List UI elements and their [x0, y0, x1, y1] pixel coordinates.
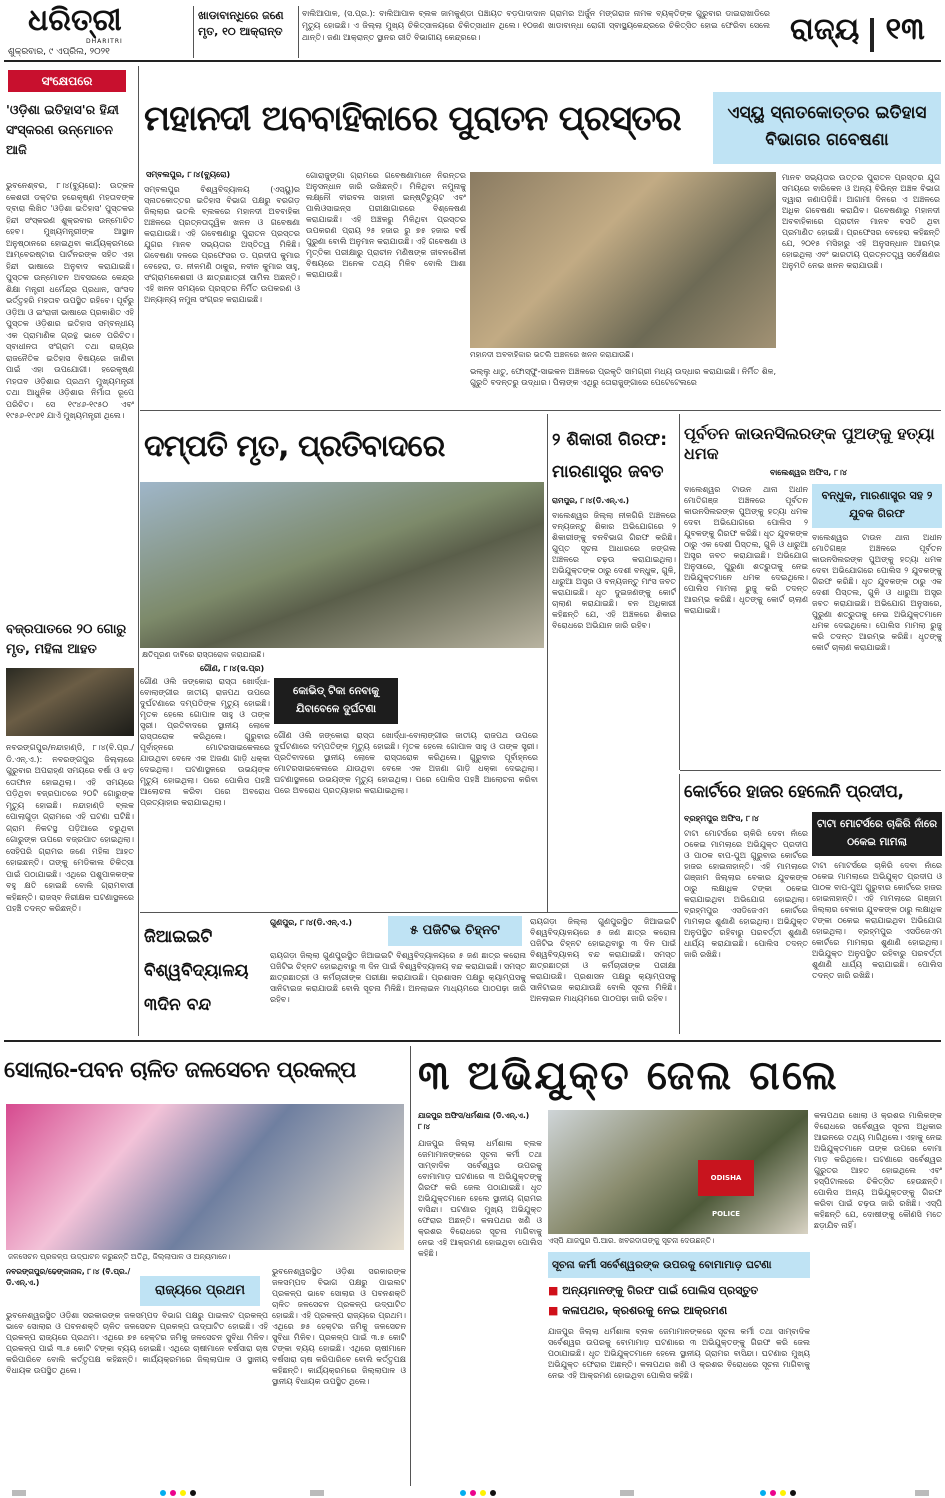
jail-bullet1: ■ ଅନ୍ୟମାନଙ୍କୁ ଗିରଫ ପାଇଁ ପୋଲିସ ପ୍ରସ୍ତୁତ: [548, 1284, 759, 1297]
threat-body: ବାଲେଶ୍ୱର ଟାଉନ ଥାନା ଅଧୀନ ମୋତିଗଞ୍ଜ ଅଞ୍ଚଳରେ ପୂର୍ବତନ କାଉନସିଲରଙ୍କ ପୁଅଙ୍କୁ ହତ୍ୟା ଧମକ ଦେବା ଅଭିଯୋଗରେ ପୋଲିସ ୨ ଯୁବକଙ୍କୁ ଗିରଫ କରିଛି। ଧୃତ ଯୁବକଙ୍କ ଠାରୁ ଏକ ଦେଶୀ ପିସ୍ତଲ, ଗୁଳି ଓ ଧାରୁଆ ଅସ୍ତ୍ର ଜବତ କରାଯାଇଛି। ଅଭିଯୋଗ ଅନୁସାରେ, ପୁରୁଣା ଶତ୍ରୁତାକୁ ନେଇ ଅଭିଯୁକ୍ତମାନେ ଧମକ ଦେଇଥିଲେ। ପୋଲିସ ମାମଲା ରୁଜୁ କରି ତଦନ୍ତ ଆରମ୍ଭ କରିଛି। ଧୃତଙ୍କୁ କୋର୍ଟ ଚାଲାଣ କରାଯାଇଛି।: [684, 485, 808, 615]
teaser-text: ବାଲିଆପାଳ, (ସ.ପ୍ର.): ବାଲିଆପାଳ ବ୍ଲକ ଜାମକୁଣ୍ଡା ପଞ୍ଚାୟତ ବଡ଼ପାଦାଦାନ ଗ୍ରାମର ଅର୍ଜୁନ ମଙ୍ଗରାଜ ନାମକ ବ୍ୟକ୍ତିଙ୍କ ଗୁରୁବାର ଡାଇରାଖାଡିରେ ମୃତ୍ୟୁ ହୋଇଛି। ଏ ଜିଲ୍ଲା ମୁଖ୍ୟ ଚିକିତ୍ସାଳୟରେ ଚିକିତ୍ସାଧୀନ ଥିଲେ। ୧୦ଜଣ ଖାଡାବାନ୍ଧା ରୋଗୀ ସ୍ବାସ୍ଥ୍ୟକେନ୍ଦ୍ରରେ ଚିକିତ୍ସିତ ହୋଇ ଫେରିବା ସେଲେ ଥାନ୍ତି। ଜଣା ଆକ୍ରାନ୍ତ ସ୍ଥାନର ରୀତି ବିଭାଗୀୟ କେନ୍ଦ୍ରରେ।: [302, 9, 770, 42]
police-sign: ODISHA POLICE: [698, 1160, 754, 1196]
iit-subbox: ୫ ପଜିଟିଭ ଚିହ୍ନଟ: [388, 916, 522, 946]
lead-headline: ମହାନଦୀ ଅବବାହିକାରେ ପୁରାତନ ପ୍ରସ୍ତର: [144, 99, 681, 139]
police-photo-caption: ଏସ୍‌ପି ଯାଜପୁର ପି.ଆର. ଖବରଦାତାଙ୍କୁ ସୂଚନା ଦେଉଛନ୍ତି।: [548, 1236, 715, 1245]
hunters-body: ବାଲେଶ୍ୱର ଜିଲ୍ଲା ନୀଳଗିରି ଅଞ୍ଚଳରେ ବନ୍ୟଜନ୍ତୁ ଶିକାର ଅଭିଯୋଗରେ ୨ ଶିକାରୀଙ୍କୁ ବନବିଭାଗ ଗିରଫ କରିଛି। ଗୁପ୍ତ ସୂଚନା ଆଧାରରେ ଜଙ୍ଗଲ ଅଞ୍ଚଳରେ ଚଢ଼ଉ କରାଯାଇଥିଲା। ଅଭିଯୁକ୍ତଙ୍କ ଠାରୁ ଦେଶୀ ବନ୍ଧୁକ, ଗୁଳି, ଧାରୁଆ ଅସ୍ତ୍ର ଓ ବନ୍ୟଜନ୍ତୁ ମାଂସ ଜବତ କରାଯାଇଛି। ଧୃତ ଦୁଇଜଣଙ୍କୁ କୋର୍ଟ ଚାଲାଣ କରାଯାଇଛି। ବନ ଅଧିକାରୀ କହିଛନ୍ତି ଯେ, ଏହି ଅଞ୍ଚଳରେ ଶିକାର ବିରୋଧରେ ଅଭିଯାନ ଜାରି ରହିବ।: [552, 511, 676, 630]
lightning-cattle-photo: [6, 668, 134, 736]
bullet-square-icon: ■: [548, 1284, 559, 1297]
lead-col2: ଗୋରାଜୁଙ୍ଗା ଗ୍ରାମରେ ଗବେଷଣାମାନେ ନିରନ୍ତର ଅନୁସନ୍ଧାନ ଜାରି ରଖିଛନ୍ତି। ମିଳିଥିବା ନମୁନାକୁ ଲକ୍ଷ୍ନୌ ବୀରବଲ ସାହାନୀ ଇନ୍‌ଷ୍ଟିଚ୍ୟୁଟ ଏବଂ ପାଲିଓସାଇନ୍ସ ପରୀକ୍ଷାଗାରରେ ବିଶ୍ଳେଷଣ କରାଯାଇଛି। ଏହି ଅଞ୍ଚଳରୁ ମିଳିଥିବା ପ୍ରସ୍ତର ଉପକରଣ ପ୍ରାୟ ୨୫ ହଜାର ରୁ ୭୫ ହଜାର ବର୍ଷ ପୁରୁଣା ବୋଲି ଅନୁମାନ କରାଯାଉଛି। ଏହି ଗବେଷଣା ଓ ମୃତ୍ତିକା ପରୀକ୍ଷାରୁ ପ୍ରାଚୀନ ମଣିଷଙ୍କ ଜୀବନଶୈଳୀ ବିଷୟରେ ଅନେକ ତଥ୍ୟ ମିଳିବ ବୋଲି ଆଶା କରାଯାଉଛି।: [306, 171, 466, 279]
solar-body: ଭୁବନେଶ୍ୱରସ୍ଥିତ ଓଡ଼ିଶା ସରକାରଙ୍କ ଜଳସମ୍ପଦ ବିଭାଗ ପକ୍ଷରୁ ପାଇଲଟ ପ୍ରକଳ୍ପ ଭାବେ ସୋଲାର ଓ ପବନଶକ୍ତି ଚାଳିତ ଜଳସେଚନ ପ୍ରକଳ୍ପ ଉଦ୍‌ଘାଟିତ ହୋଇଛି। ଏହି ପ୍ରକଳ୍ପ ରାଜ୍ୟରେ ପ୍ରଥମ। ଏଥିରେ ୭୫ ହେକ୍ଟର ଜମିକୁ ଜଳସେଚନ ସୁବିଧା ମିଳିବ। ପ୍ରକଳ୍ପ ପାଇଁ ୩.୫ କୋଟି ଟଙ୍କା ବ୍ୟୟ ହୋଇଛି। ଏଥିରେ ଚାଷୀମାନେ ବର୍ଷସାରା ଚାଷ କରିପାରିବେ ବୋଲି କର୍ତ୍ତୃପକ୍ଷ କହିଛନ୍ତି। କାର୍ଯ୍ୟକ୍ରମରେ ଜିଲ୍ଲାପାଳ ଓ ସ୍ଥାନୀୟ ବିଧାୟକ ଉପସ୍ଥିତ ଥିଲେ।: [6, 1311, 268, 1375]
threat-body-col2: ବାଲେଶ୍ୱର ଟାଉନ ଥାନା ଅଧୀନ ମୋତିଗଞ୍ଜ ଅଞ୍ଚଳରେ ପୂର୍ବତନ କାଉନସିଲରଙ୍କ ପୁଅଙ୍କୁ ହତ୍ୟା ଧମକ ଦେବା ଅଭିଯୋଗରେ ପୋଲିସ ୨ ଯୁବକଙ୍କୁ ଗିରଫ କରିଛି। ଧୃତ ଯୁବକଙ୍କ ଠାରୁ ଏକ ଦେଶୀ ପିସ୍ତଲ, ଗୁଳି ଓ ଧାରୁଆ ଅସ୍ତ୍ର ଜବତ କରାଯାଇଛି। ଅଭିଯୋଗ ଅନୁସାରେ, ପୁରୁଣା ଶତ୍ରୁତାକୁ ନେଇ ଅଭିଯୁକ୍ତମାନେ ଧମକ ଦେଇଥିଲେ। ପୋଲିସ ମାମଲା ରୁଜୁ କରି ତଦନ୍ତ ଆରମ୍ଭ କରିଛି। ଧୃତଙ୍କୁ କୋର୍ଟ ଚାଲାଣ କରାଯାଇଛି।: [812, 533, 942, 652]
court-body-col2: ଟାଟା ମୋଟର୍ସରେ ଚାକିରି ଦେବା ନାଁରେ ଠକେଇ ମାମଲାରେ ଅଭିଯୁକ୍ତ ପ୍ରଦୀପ ଓ ପାଠକ ବାପ-ପୁଅ ଗୁରୁବାର କୋର୍ଟରେ ହାଜର ହୋଇନାହାନ୍ତି। ଏହି ମାମଲାରେ ଗଞ୍ଜାମ ଜିଲ୍ଲାର ବେକାର ଯୁବକଙ୍କ ଠାରୁ ଲକ୍ଷାଧିକ ଟଙ୍କା ଠକେଇ କରାଯାଇଥିବା ଅଭିଯୋଗ ହୋଇଥିଲା। ବ୍ରହ୍ମପୁର ଏସଡିଜେଏମ କୋର୍ଟରେ ମାମଲାର ଶୁଣାଣି ହୋଇଥିଲା। ଅଭିଯୁକ୍ତ ଅନୁପସ୍ଥିତ ରହିବାରୁ ପରବର୍ତ୍ତୀ ଶୁଣାଣି ଧାର୍ଯ୍ୟ କରାଯାଇଛି। ପୋଲିସ ତଦନ୍ତ ଜାରି ରଖିଛି।: [812, 861, 942, 980]
jail-body-right: କଳାପଥର ଖୋଲା ଓ କ୍ରଶର ମାଲିକଙ୍କ ବିରୋଧରେ ସର୍ବେଶ୍ୱର ସୂଚନା ଅଧିକାର ଆଇନରେ ତଥ୍ୟ ମାଗିଥିଲେ। ଏହାକୁ ନେଇ ଅଭିଯୁକ୍ତମାନେ ତାଙ୍କ ଉପରେ ବୋମା ମାଡ଼ କରିଥିଲେ। ଘଟଣାରେ ସର୍ବେଶ୍ୱର ଗୁରୁତର ଆହତ ହୋଇଥିଲେ ଏବଂ ହସ୍ପିଟାଲରେ ଚିକିତ୍ସିତ ହେଉଛନ୍ତି। ପୋଲିସ ଅନ୍ୟ ଅଭିଯୁକ୍ତଙ୍କୁ ଗିରଫ କରିବା ପାଇଁ ଚଢ଼ଉ ଜାରି ରଖିଛି। ଏସ୍‌ପି କହିଛନ୍ତି ଯେ, ଦୋଷୀଙ୍କୁ କୌଣସି ମତେ ଛଡ଼ାଯିବ ନାହିଁ।: [814, 1111, 942, 1230]
jail-headline: ୩ ଅଭିଯୁକ୍ତ ଜେଲ ଗଲେ: [418, 1053, 839, 1099]
teaser-title: ଖାଡାବାନ୍ଧିରେ ଜଣେ ମୃତ, ୧୦ ଆକ୍ରାନ୍ତ: [198, 9, 284, 38]
iit-headline: ଜିଆଇଇଟି ବିଶ୍ୱବିଦ୍ୟାଳୟ ୩ଦିନ ବନ୍ଦ: [144, 927, 249, 1015]
sidebar-section-label: ସଂକ୍ଷେପରେ: [8, 70, 126, 92]
solar-body-col2: ଭୁବନେଶ୍ୱରସ୍ଥିତ ଓଡ଼ିଶା ସରକାରଙ୍କ ଜଳସମ୍ପଦ ବିଭାଗ ପକ୍ଷରୁ ପାଇଲଟ ପ୍ରକଳ୍ପ ଭାବେ ସୋଲାର ଓ ପବନଶକ୍ତି ଚାଳିତ ଜଳସେଚନ ପ୍ରକଳ୍ପ ଉଦ୍‌ଘାଟିତ ହୋଇଛି। ଏହି ପ୍ରକଳ୍ପ ରାଜ୍ୟରେ ପ୍ରଥମ। ଏଥିରେ ୭୫ ହେକ୍ଟର ଜମିକୁ ଜଳସେଚନ ସୁବିଧା ମିଳିବ। ପ୍ରକଳ୍ପ ପାଇଁ ୩.୫ କୋଟି ଟଙ୍କା ବ୍ୟୟ ହୋଇଛି। ଏଥିରେ ଚାଷୀମାନେ ବର୍ଷସାରା ଚାଷ କରିପାରିବେ ବୋଲି କର୍ତ୍ତୃପକ୍ଷ କହିଛନ୍ତି। କାର୍ଯ୍ୟକ୍ରମରେ ଜିଲ୍ଲାପାଳ ଓ ସ୍ଥାନୀୟ ବିଧାୟକ ଉପସ୍ଥିତ ଥିଲେ।: [272, 1267, 406, 1386]
excavation-photo: [470, 172, 776, 348]
police-briefing-photo: [548, 1110, 808, 1234]
court-body: ଟାଟା ମୋଟର୍ସରେ ଚାକିରି ଦେବା ନାଁରେ ଠକେଇ ମାମଲାରେ ଅଭିଯୁକ୍ତ ପ୍ରଦୀପ ଓ ପାଠକ ବାପ-ପୁଅ ଗୁରୁବାର କୋର୍ଟରେ ହାଜର ହୋଇନାହାନ୍ତି। ଏହି ମାମଲାରେ ଗଞ୍ଜାମ ଜିଲ୍ଲାର ବେକାର ଯୁବକଙ୍କ ଠାରୁ ଲକ୍ଷାଧିକ ଟଙ୍କା ଠକେଇ କରାଯାଇଥିବା ଅଭିଯୋଗ ହୋଇଥିଲା। ବ୍ରହ୍ମପୁର ଏସଡିଜେଏମ କୋର୍ଟରେ ମାମଲାର ଶୁଣାଣି ହୋଇଥିଲା। ଅଭିଯୁକ୍ତ ଅନୁପସ୍ଥିତ ରହିବାରୁ ପରବର୍ତ୍ତୀ ଶୁଣାଣି ଧାର୍ଯ୍ୟ କରାଯାଇଛି। ପୋଲିସ ତଦନ୍ତ ଜାରି ରଖିଛି।: [684, 829, 808, 959]
jail-bullet2: ■ କଳାପଥର, କ୍ରଶରକୁ ନେଇ ଆକ୍ରମଣ: [548, 1304, 728, 1317]
logo-text: ଧରିତ୍ରୀ: [28, 4, 122, 38]
lead-dateline: ସମ୍ବଲପୁର, ୮।୪(ବ୍ୟୁରୋ): [146, 170, 231, 179]
sidebar-story2-headline: ବଜ୍ରପାତରେ ୨୦ ଗୋରୁ ମୃତ, ମହିଳା ଆହତ: [6, 622, 127, 657]
masthead-logo: [6, 4, 156, 58]
jail-dateline: ଯାଜପୁର ଅଫିସ/ଧର୍ମଶାଳା (ଡି.ଏନ୍.ଏ.) ୮।୪: [418, 1111, 530, 1131]
page-number-block: [790, 8, 940, 56]
iit-body: ରାୟଗଡ଼ା ଜିଲ୍ଲା ଗୁଣପୁରସ୍ଥିତ ଜିଆଇଇଟି ବିଶ୍ୱବିଦ୍ୟାଳୟରେ ୫ ଜଣ ଛାତ୍ର କରୋନା ପଜିଟିଭ ଚିହ୍ନଟ ହୋଇଥିବାରୁ ୩ ଦିନ ପାଇଁ ବିଶ୍ୱବିଦ୍ୟାଳୟ ବନ୍ଦ କରାଯାଇଛି। ସମସ୍ତ ଛାତ୍ରଛାତ୍ରୀ ଓ କର୍ମଚାରୀଙ୍କ ପରୀକ୍ଷା କରାଯାଉଛି। ପ୍ରଶାସନ ପକ୍ଷରୁ କ୍ୟାମ୍ପସକୁ ସାନିଟାଇଜ କରାଯାଉଛି ବୋଲି ସୂଚନା ମିଳିଛି। ଅନଲାଇନ ମାଧ୍ୟମରେ ପାଠପଢ଼ା ଜାରି ରହିବ।: [270, 951, 526, 1004]
jail-body-left: ଯାଜପୁର ଜିଲ୍ଲା ଧର୍ମଶାଳା ବ୍ଲକ ଜେମାମାନଙ୍କରେ ସୂଚନା କର୍ମୀ ତଥା ସାମ୍ବାଦିକ ସର୍ବେଶ୍ୱର ଉପରକୁ ବୋମାମାଡ଼ ଘଟଣାରେ ୩ ଅଭିଯୁକ୍ତଙ୍କୁ ଗିରଫ କରି ଜେଲ ପଠାଯାଇଛି। ଧୃତ ଅଭିଯୁକ୍ତମାନେ ହେଲେ ସ୍ଥାନୀୟ ଗ୍ରାମର ବାସିନ୍ଦା। ଘଟଣାର ମୁଖ୍ୟ ଅଭିଯୁକ୍ତ ଫେରାର ଅଛନ୍ତି। କଳାପଥର ଖଣି ଓ କ୍ରଶର ବିରୋଧରେ ସୂଚନା ମାଗିବାକୁ ନେଇ ଏହି ଆକ୍ରମଣ ହୋଇଥିବା ପୋଲିସ କହିଛି।: [418, 1139, 542, 1258]
solar-subbox: ରାଜ୍ୟରେ ପ୍ରଥମ: [140, 1276, 260, 1306]
sidebar-story2-body: ନବରଙ୍ଗପୁର/ନନ୍ଦାହାଣ୍ଡି, ୮।୪(ବି.ପ୍ର./ଡି.ଏନ୍.ଏ.): ନବରଙ୍ଗପୁର ଜିଲ୍ଲାରେ ଗୁରୁବାର ଅପରାହ୍ଣ ସମୟରେ ବର୍ଷା ଓ ଝଡ଼ ତୋଫାନ ହୋଇଥିଲା। ଏହି ସମୟରେ ପଡ଼ିଥିବା ବଜ୍ରପାତରେ ୨୦ଟି ଗୋରୁଙ୍କ ମୃତ୍ୟୁ ହୋଇଛି। ନନ୍ଦାହାଣ୍ଡି ବ୍ଲକ ପୋଲାଗୁଡ଼ା ଗ୍ରାମରେ ଏହି ଘଟଣା ଘଟିଛି। ଗ୍ରାମ ନିକଟସ୍ଥ ପଡ଼ିଆରେ ଚରୁଥିବା ଗୋରୁଙ୍କ ଉପରେ ବଜ୍ରପାତ ହୋଇଥିଲା। ସେହିପରି ଗ୍ରାମର ଜଣେ ମହିଳା ଆହତ ହୋଇଛନ୍ତି। ତାଙ୍କୁ ମେଡିକାଲ ଚିକିତ୍ସା ପାଇଁ ପଠାଯାଇଛି। ଏଥିରେ ପଶୁପାଳକଙ୍କ ବହୁ କ୍ଷତି ହୋଇଛି ବୋଲି ଗ୍ରାମବାସୀ କହିଛନ୍ତି। ରାଜସ୍ବ ନିରୀକ୍ଷକ ଘଟଣାସ୍ଥଳରେ ପହଞ୍ଚି ତଦନ୍ତ କରିଛନ୍ତି।: [6, 743, 134, 913]
court-dateline: ବ୍ରହ୍ମପୁର ଅଫିସ, ୮।୪: [684, 814, 759, 823]
date-line: ଶୁକ୍ରବାର, ୯ ଏପ୍ରିଲ, ୨୦୨୧: [8, 47, 110, 57]
roadblock-headline: ଦମ୍ପତି ମୃତ, ପ୍ରତିବାଦରେ: [144, 429, 445, 464]
logo-subtext: DHARITRI: [86, 38, 123, 45]
page-number: ୧୩: [885, 12, 925, 47]
hunters-dateline: ରାମପୁର, ୮।୪(ଡି.ଏନ୍.ଏ.): [552, 496, 630, 505]
excavation-photo-caption: ମହାନଦୀ ଅବବାହିକାର ଭତଲି ଅଞ୍ଚଳରେ ଖନନ କରାଯାଉଛି।: [470, 350, 634, 359]
iit-dateline: ଗୁଣପୁର, ୮।୪(ଡି.ଏନ୍.ଏ.): [270, 918, 353, 927]
threat-subbox: ବନ୍ଧୁକ, ମାରଣାସ୍ତ୍ର ସହ ୨ ଯୁବକ ଗିରଫ: [812, 484, 942, 528]
hunters-headline: ୨ ଶିକାରୀ ଗିରଫ: ମାରଣାସ୍ତ୍ର ଜବତ: [552, 430, 668, 482]
lead-col3: ମାନବ ସଭ୍ୟତାର ଉତ୍ତର ପୁରାତନ ପ୍ରସ୍ତର ଯୁଗ ସମୟରେ ବାରିକେନ ଓ ଅନ୍ୟ ବିଭିନ୍ନ ଅଞ୍ଚଳ ବିଭାଗ ଦ୍ୱାରା ଜଣାପଡ଼ିଛି। ଆଗାମୀ ଦିନରେ ଏ ଅଞ୍ଚଳରେ ଅଧିକ ଗବେଷଣା କରାଯିବ। ଗବେଷଣାରୁ ମହାନଦୀ ଅବବାହିକାରେ ପ୍ରାଚୀନ ମାନବ ବସତି ଥିବା ପ୍ରମାଣିତ ହୋଇଛି। ପ୍ରଫେସର ବେହେରା କହିଛନ୍ତି ଯେ, ୨୦୧୫ ମସିହାରୁ ଏହି ଅନୁସନ୍ଧାନ ଆରମ୍ଭ ହୋଇଥିଲା ଏବଂ ଭାରତୀୟ ପ୍ରତ୍ନତତ୍ତ୍ୱ ସର୍ବେକ୍ଷଣର ଅନୁମତି ନେଇ ଖନନ କରାଯାଉଛି।: [782, 173, 940, 270]
sidebar-story1-body: ଭୁବନେଶ୍ବର, ୮।୪(ବ୍ୟୁରୋ): ଉତ୍କଳ କେଶରୀ ଡକ୍ଟର ହରେକୃଷ୍ଣ ମହତାବଙ୍କ ଦ୍ବାରା ଲିଖିତ 'ଓଡ଼ିଶା ଇତିହାସ' ପୁସ୍ତକର ହିନ୍ଦୀ ସଂସ୍କରଣ ଶୁକ୍ରବାର ଉନ୍ମୋଚିତ ହେବ। ମୁଖ୍ୟମନ୍ତ୍ରୀଙ୍କ ଆସ୍ଥାନ ଅନୁଷ୍ଠାନରେ ହୋଇଥିବା କାର୍ଯ୍ୟକ୍ରମରେ ଆମ୍ବେରଷ୍ଟାର ପାର୍ଟନରଙ୍କ ସହିତ ଏହା ହିନ୍ଦୀ ଭାଷାରେ ଅନୁବାଦ କରାଯାଇଛି। ପୁସ୍ତକ ଉନ୍ମୋଚନ ଅବସରରେ କେନ୍ଦ୍ର ଶିକ୍ଷା ମନ୍ତ୍ରୀ ଧର୍ମେନ୍ଦ୍ର ପ୍ରଧାନ, ସାଂସଦ ଭର୍ତ୍ତୃହରି ମହତାବ ଉପସ୍ଥିତ ରହିବେ। ପୂର୍ବରୁ ଓଡ଼ିଆ ଓ ଇଂରାଜୀ ଭାଷାରେ ପ୍ରକାଶିତ ଏହି ପୁସ୍ତକ ଓଡ଼ିଶାର ଇତିହାସ ସମ୍ବନ୍ଧୀୟ ଏକ ପ୍ରାମାଣିକ ଗ୍ରନ୍ଥ ଭାବେ ପରିଚିତ। ସ୍ବାଧୀନତା ସଂଗ୍ରାମ ତଥା ରାଜ୍ୟର ରାଜନୈତିକ ଇତିହାସ ବିଷୟରେ ଜାଣିବା ପାଇଁ ଏହା ଉପଯୋଗୀ। ହରେକୃଷ୍ଣ ମହତାବ ଓଡ଼ିଶାର ପ୍ରଥମ ମୁଖ୍ୟମନ୍ତ୍ରୀ ତଥା ଆଧୁନିକ ଓଡ଼ିଶାର ନିର୍ମାତା ରୂପେ ପରିଚିତ। ସେ ୧୯୪୬-୧୯୫୦ ଏବଂ ୧୯୫୬-୧୯୬୧ ଯାଏଁ ମୁଖ୍ୟମନ୍ତ୍ରୀ ଥିଲେ।: [6, 181, 134, 420]
solar-photo-caption: ଜଳସେଚନ ପ୍ରକଳ୍ପ ଉଦ୍‌ଘାଟନ କରୁଛନ୍ତି ଅତିଥି, ଜିଲ୍ଲାପାଳ ଓ ଅନ୍ୟମାନେ।: [8, 1252, 231, 1261]
roadblock-photo: [140, 482, 544, 648]
roadblock-body-col2: ଗୌଣ ଓଲି ଜଙ୍କୋରା ରାସ୍ତା ଖୋର୍ଦ୍ଧା-ବୋଲାଙ୍ଗୀର ଜାତୀୟ ରାଜପଥ ଉପରେ ଦୁର୍ଘଟଣାରେ ଦମ୍ପତିଙ୍କ ମୃତ୍ୟୁ ହୋଇଛି। ମୃତକ ହେଲେ ଗୋପାଳ ସାହୁ ଓ ତାଙ୍କ ସ୍ତ୍ରୀ। ପ୍ରତିବାଦରେ ସ୍ଥାନୀୟ ଲୋକେ ରାସ୍ତାରୋକ କରିଥିଲେ। ଗୁରୁବାର ପୂର୍ବାହ୍ନରେ ମୋଟରସାଇକେଲରେ ଯାଉଥିବା ବେଳେ ଏକ ଅଜଣା ଗାଡ଼ି ଧକ୍କା ଦେଇଥିଲା। ଘଟଣାସ୍ଥଳରେ ଉଭୟଙ୍କ ମୃତ୍ୟୁ ହୋଇଥିଲା। ପରେ ପୋଲିସ ପହଞ୍ଚି ଆଲୋଚନା କରିବା ପରେ ଅବରୋଧ ପ୍ରତ୍ୟାହାର କରାଯାଇଥିଲା।: [274, 731, 538, 795]
court-headline: କୋର୍ଟରେ ହାଜର ହେଲେନି ପ୍ରଦୀପ,: [684, 782, 904, 802]
solar-dateline: ନବରଙ୍ଗପୁର/ଢେଙ୍କାନାଳ, ୮।୪ (ବି.ପ୍ର./ଡି.ଏନ୍.ଏ.): [6, 1267, 131, 1287]
lead-under-photo: ଭଲ୍ଲୁ ଧାତୁ, ଫୋସ୍ଫୁ-ସାଇକନ ଅଞ୍ଚଳରେ ପ୍ରକୃତି ସାମଗ୍ରୀ ମଧ୍ୟ ଉଦ୍ଧାର କରାଯାଇଛି। ନିର୍ମିତ ଶିଳ, ଗୁରୁତି ବଦନ୍ତରୁ ଉଦ୍ଧାର। ପିଲାଙ୍କ ଏଥିରୁ ତୋରାଜୁଙ୍ଗାରେ ପେଟେଟେଲରେ: [470, 367, 776, 387]
page-label: ରାଜ୍ୟ: [790, 12, 860, 47]
roadblock-dateline: ଗୌଣ, ୮।୪(ସ.ପ୍ର): [200, 664, 265, 673]
solar-headline: ସୋଲାର-ପବନ ଚାଳିତ ଜଳସେଚନ ପ୍ରକଳ୍ପ: [4, 1058, 356, 1083]
lead-sidebox: ଏସ୍‌ୟୁ ସ୍ନାତକୋତ୍ତର ଇତିହାସ ବିଭାଗର ଗବେଷଣା: [713, 92, 941, 164]
roadblock-photo-caption: କ୍ଷତିପୂରଣ ଦାବିରେ ରାସ୍ତାରୋକ କରାଯାଇଛି।: [142, 650, 265, 659]
jail-body-mid: ଯାଜପୁର ଜିଲ୍ଲା ଧର୍ମଶାଳା ବ୍ଲକ ଜେମାମାନଙ୍କରେ ସୂଚନା କର୍ମୀ ତଥା ସାମ୍ବାଦିକ ସର୍ବେଶ୍ୱର ଉପରକୁ ବୋମାମାଡ଼ ଘଟଣାରେ ୩ ଅଭିଯୁକ୍ତଙ୍କୁ ଗିରଫ କରି ଜେଲ ପଠାଯାଇଛି। ଧୃତ ଅଭିଯୁକ୍ତମାନେ ହେଲେ ସ୍ଥାନୀୟ ଗ୍ରାମର ବାସିନ୍ଦା। ଘଟଣାର ମୁଖ୍ୟ ଅଭିଯୁକ୍ତ ଫେରାର ଅଛନ୍ତି। କଳାପଥର ଖଣି ଓ କ୍ରଶର ବିରୋଧରେ ସୂଚନା ମାଗିବାକୁ ନେଇ ଏହି ଆକ୍ରମଣ ହୋଇଥିବା ପୋଲିସ କହିଛି।: [548, 1327, 810, 1380]
solar-inauguration-photo: [6, 1104, 404, 1250]
threat-dateline: ବାଲେଶ୍ୱର ଅଫିସ, ୮।୪: [770, 468, 848, 477]
roadblock-subbox: କୋଭିଡ୍ ଟିକା ନେବାକୁ ଯିବାବେଳେ ଦୁର୍ଘଟଣା: [274, 678, 398, 724]
iit-body-col2: ରାୟଗଡ଼ା ଜିଲ୍ଲା ଗୁଣପୁରସ୍ଥିତ ଜିଆଇଇଟି ବିଶ୍ୱବିଦ୍ୟାଳୟରେ ୫ ଜଣ ଛାତ୍ର କରୋନା ପଜିଟିଭ ଚିହ୍ନଟ ହୋଇଥିବାରୁ ୩ ଦିନ ପାଇଁ ବିଶ୍ୱବିଦ୍ୟାଳୟ ବନ୍ଦ କରାଯାଇଛି। ସମସ୍ତ ଛାତ୍ରଛାତ୍ରୀ ଓ କର୍ମଚାରୀଙ୍କ ପରୀକ୍ଷା କରାଯାଉଛି। ପ୍ରଶାସନ ପକ୍ଷରୁ କ୍ୟାମ୍ପସକୁ ସାନିଟାଇଜ କରାଯାଉଛି ବୋଲି ସୂଚନା ମିଳିଛି। ଅନଲାଇନ ମାଧ୍ୟମରେ ପାଠପଢ଼ା ଜାରି ରହିବ।: [530, 917, 676, 1003]
threat-headline: ପୂର୍ବତନ କାଉନସିଲରଙ୍କ ପୁଅଙ୍କୁ ହତ୍ୟା ଧମକ: [684, 424, 935, 463]
jail-subbox: ସୂଚନା କର୍ମୀ ସର୍ବେଶ୍ୱରଙ୍କ ଉପରକୁ ବୋମାମାଡ଼ ଘଟଣା: [548, 1252, 810, 1278]
lead-col1: ସମ୍ବଲପୁର ବିଶ୍ୱବିଦ୍ୟାଳୟ (ଏସ୍‌ୟୁ)ର ସ୍ନାତକୋତ୍ତର ଇତିହାସ ବିଭାଗ ପକ୍ଷରୁ ବରଗଡ଼ ଜିଲ୍ଲାର ଭତଲି ବ୍ଲକରେ ମହାନଦୀ ଅବବାହିକା ଅଞ୍ଚଳରେ ପ୍ରତ୍ନତାତ୍ତ୍ୱିକ ଖନନ ଓ ଗବେଷଣା କରାଯାଉଛି। ଏହି ଗବେଷଣାରୁ ପୁରାତନ ପ୍ରସ୍ତର ଯୁଗର ମାନବ ସଭ୍ୟତାର ଅସ୍ତିତ୍ୱ ମିଳିଛି। ଗବେଷଣା ଦଳରେ ପ୍ରଫେସର ଡ. ପ୍ରଦୀପ କୁମାର ବେହେରା, ଡ. ନୀଳମଣି ଠାକୁର, ନବୀନ କୁମାର ସାହୁ, ସଂଗ୍ରାମକେଶରୀ ଓ ଛାତ୍ରଛାତ୍ରୀ ସାମିଲ ଅଛନ୍ତି। ଏହି ଖନନ ସମୟରେ ପ୍ରସ୍ତର ନିର୍ମିତ ଉପକରଣ ଓ ଅନ୍ୟାନ୍ୟ ନମୁନା ସଂଗ୍ରହ କରାଯାଇଛି।: [144, 185, 300, 304]
sidebar-story1-headline: 'ଓଡ଼ିଶା ଇତିହାସ'ର ହିନ୍ଦୀ ସଂସ୍କରଣ ଉନ୍ମୋଚନ ଆଜି: [6, 102, 119, 157]
roadblock-body: ଗୌଣ ଓଲି ଜଙ୍କୋରା ରାସ୍ତା ଖୋର୍ଦ୍ଧା-ବୋଲାଙ୍ଗୀର ଜାତୀୟ ରାଜପଥ ଉପରେ ଦୁର୍ଘଟଣାରେ ଦମ୍ପତିଙ୍କ ମୃତ୍ୟୁ ହୋଇଛି। ମୃତକ ହେଲେ ଗୋପାଳ ସାହୁ ଓ ତାଙ୍କ ସ୍ତ୍ରୀ। ପ୍ରତିବାଦରେ ସ୍ଥାନୀୟ ଲୋକେ ରାସ୍ତାରୋକ କରିଥିଲେ। ଗୁରୁବାର ପୂର୍ବାହ୍ନରେ ମୋଟରସାଇକେଲରେ ଯାଉଥିବା ବେଳେ ଏକ ଅଜଣା ଗାଡ଼ି ଧକ୍କା ଦେଇଥିଲା। ଘଟଣାସ୍ଥଳରେ ଉଭୟଙ୍କ ମୃତ୍ୟୁ ହୋଇଥିଲା। ପରେ ପୋଲିସ ପହଞ୍ଚି ଆଲୋଚନା କରିବା ପରେ ଅବରୋଧ ପ୍ରତ୍ୟାହାର କରାଯାଇଥିଲା।: [140, 677, 270, 807]
print-registration-marks: [0, 1488, 945, 1498]
bullet-square-icon: ■: [548, 1304, 559, 1317]
court-subbox: ଟାଟା ମୋଟର୍ସରେ ଚାକିରି ନାଁରେ ଠକେଇ ମାମଲା: [812, 812, 942, 856]
